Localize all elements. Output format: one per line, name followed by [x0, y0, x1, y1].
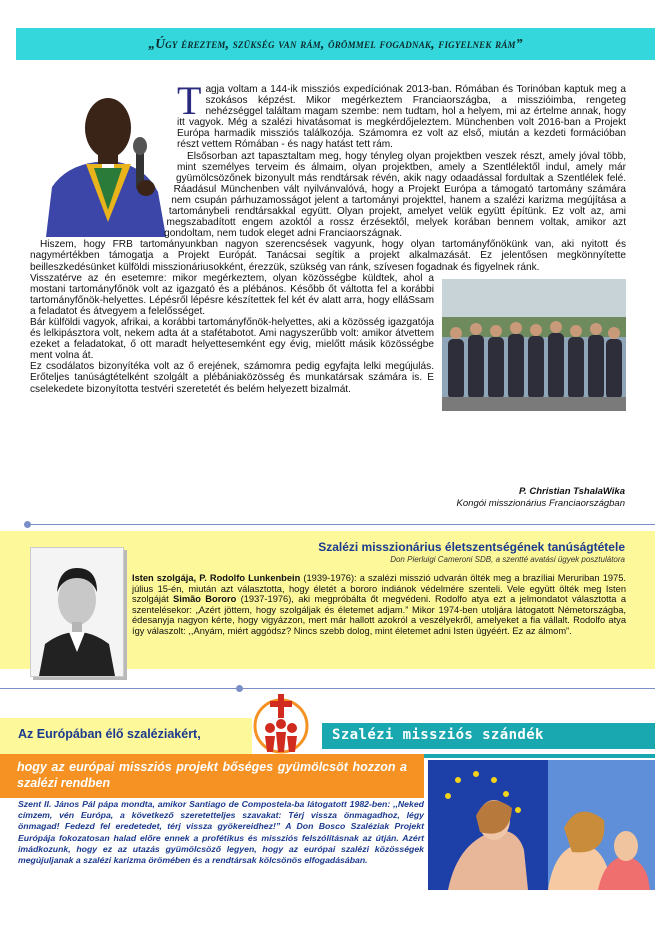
article-paragraph-4: Visszatérve az én esetemre: mikor megérkeztem, olyan közösségbe küldtek, ahol a mostani tartományfőnök volt az igazgató és a plébános. Később őt váltotta fel a korábbi tartományfőnök-helyettes. Lépésről lépésre készítettek fel két év alatt arra, hogy elláSsam a feladatot és átvegyem a felelősséget. — [30, 272, 434, 317]
intention-right-label: Szalézi missziós szándék — [332, 727, 544, 743]
header-band — [16, 28, 655, 60]
section-divider — [28, 524, 655, 525]
priest-speaking-photo — [36, 82, 171, 237]
intention-left-panel — [0, 718, 252, 754]
page-title: „Úgy éreztem, szükség van rám, örömmel fogadnak, figyelnek rám” — [148, 36, 523, 51]
article-paragraph-6: Ez csodálatos bizonyítéka volt az ő erejének, számomra pedig egyfajta lelki megújulás. Erőteljes tanúságtételként szolgált a plébániaközösség és munkatársak számára is. E cselekedete bizonyította testvéri szeretetét és belém helyezett bizalmát. — [30, 361, 434, 395]
author-name: P. Christian TshalaWika — [518, 486, 625, 497]
intention-left-label: Az Európában élő szaléziakért, — [18, 727, 201, 741]
witness-name-2: Simão Bororo — [173, 594, 237, 605]
article-paragraph-5: Bár külföldi vagyok, afrikai, a korábbi tartományfőnök-helyettes, aki a közösség igazgatója és lelkipásztora volt, nekem adta át a stafétabotot. Ami nagyszerűbb volt: amikor átvettem ezeket a feladatokat, ő ott maradt helyettesemként egy évig, mielőtt másik közösségbe ment volna át. — [30, 316, 434, 362]
intention-header — [0, 718, 655, 754]
intention-body: Szent II. János Pál pápa mondta, amikor Santiago de Compostela-ba látogatott 1982-ben: ,,Neked címzem, vén Európa, a következő szeretetteljes szavakat: Térj vissza önmagadhoz, légy önmagad! Fedezd fel eredetedet, térj vissza gyökereidhez!” A Don Bosco Szaléziak Projekt Európája fokozatosan halad előre ennek a profétikus és missziós felszólításnak az útján. Azért imádkozunk, hogy ez az utazás gyümölcsöző legyen, hogy az európai szalézi közösségek megújuljanak a szalézi karizma örömében és a rendtársak kölcsönös elfogadásában. — [18, 799, 424, 866]
salesian-logo — [252, 690, 310, 756]
article-paragraph-1: agja voltam a 144-ik missziós expedíciónak 2013-ban. Rómában és Torinóban kaptuk meg a szokásos képzést. Mikor megérkeztem Franciaországba, a misszióimba, rengeteg nehézséggel találtam magam szembe: nem tudtam, hol a helyem, mi az értelme annak, hogy itt vagyok. Még a szalézi hivatásomat is megkérdőjeleztem. Münchenben volt 2016-ban a Projekt Európa harmadik missziós találkozója. Számomra ez volt az első, miután a kezdeti formációban részt vettem Rómában - és nagy hatást tett rám. — [177, 84, 626, 151]
section-divider-2 — [0, 688, 655, 689]
witness-text-1: (1939-1976): a szalézi misszió udvarán ölték meg a brazíliai Meruriban 1975. július 15-én, miután azt választotta, hogy életét a bororo indiánok védelmére szenteli. Vele együtt ölték meg Isten szolgáját — [132, 573, 626, 605]
intention-right-panel — [322, 723, 655, 749]
witness-text-2: (1937-1976), aki megpróbálta őt megvédeni. Rodolfo atya ezt a jelmondatot választotta a szentelésekor: „Azért jöttem, hogy szolgáljak és életemet adjam.” Mikor 1974-ben utoljára látogatott Németországba, édesanyja nagyon kérte, hogy vigyázzon, mert már hallott azokról a veszélyekről, amelyeket a fia vállalt. Rodolfo atya így válaszolt: ,,Anyám, miért aggódsz? Nincs szebb dolog, mint életemet adni Isten ügyéért. Ez az álmom”. — [132, 594, 626, 636]
intention-orange-text: hogy az európai missziós projekt bőséges gyümölcsöt hozzon a szalézi rendben — [17, 760, 407, 790]
intention-orange-band — [0, 754, 424, 798]
dropcap-letter: T — [177, 78, 202, 123]
article-paragraph-3: Hiszem, hogy FRB tartományunkban nagyon szerencsések vagyunk, hogy olyan tartományfőnökünk van, aki nyitott és nagymértékben támogatja a Projekt Európát. Tanácsai segítik a projekt alkalmazását. Ez jelentősen megkönnyítette beilleszkedésünket külföldi misszionáriusokként, érezzük, szükség van ránk, szívesen fogadnak és figyelnek ránk. — [30, 239, 626, 273]
witness-name: Isten szolgája, P. Rodolfo Lunkenbein — [132, 573, 301, 583]
author-signature — [457, 486, 625, 510]
witness-subtitle: Don Pierluigi Cameroni SDB, a szentté avatási ügyek posztulátora — [390, 555, 625, 564]
witness-box — [0, 531, 655, 669]
witness-title: Szalézi misszionárius életszentségének tanúságtétele — [318, 540, 625, 554]
teal-strip — [424, 754, 655, 758]
witness-body — [132, 573, 626, 637]
lunkenbein-portrait — [30, 547, 124, 677]
group-photo — [442, 279, 626, 411]
testimony-article — [30, 78, 626, 411]
europe-flag-youth-photo — [428, 760, 655, 890]
author-role: Kongói misszionárius Franciaországban — [456, 498, 625, 509]
article-paragraph-2: Elsősorban azt tapasztaltam meg, hogy tényleg olyan projektben veszek részt, amely jóval több, mint személyes terveim és álmaim, olyan projektben, amely a Szentlélektől indul, amely már gyümölcsözőnek bizonyult más rendtársak révén, akik nagy odaadással fordultak a Szentlélek felé. Ráadásul Münchenben vált nyilvánvalóvá, hogy a Projekt Európa a támogató tartomány számára nem csupán párhuzamosságot jelent a tartományi projekttel, hanem a szalézi karizma megújítása a tartománybeli rendtársakkal együtt. Olyan projekt, amelyet velük együtt építünk. Ez volt az, ami megszabadított engem azoktól a rossz érzésektől, melyek korában bennem voltak, amikor azt gondoltam, nem tudok eleget adni Franciaországnak. — [164, 150, 626, 240]
